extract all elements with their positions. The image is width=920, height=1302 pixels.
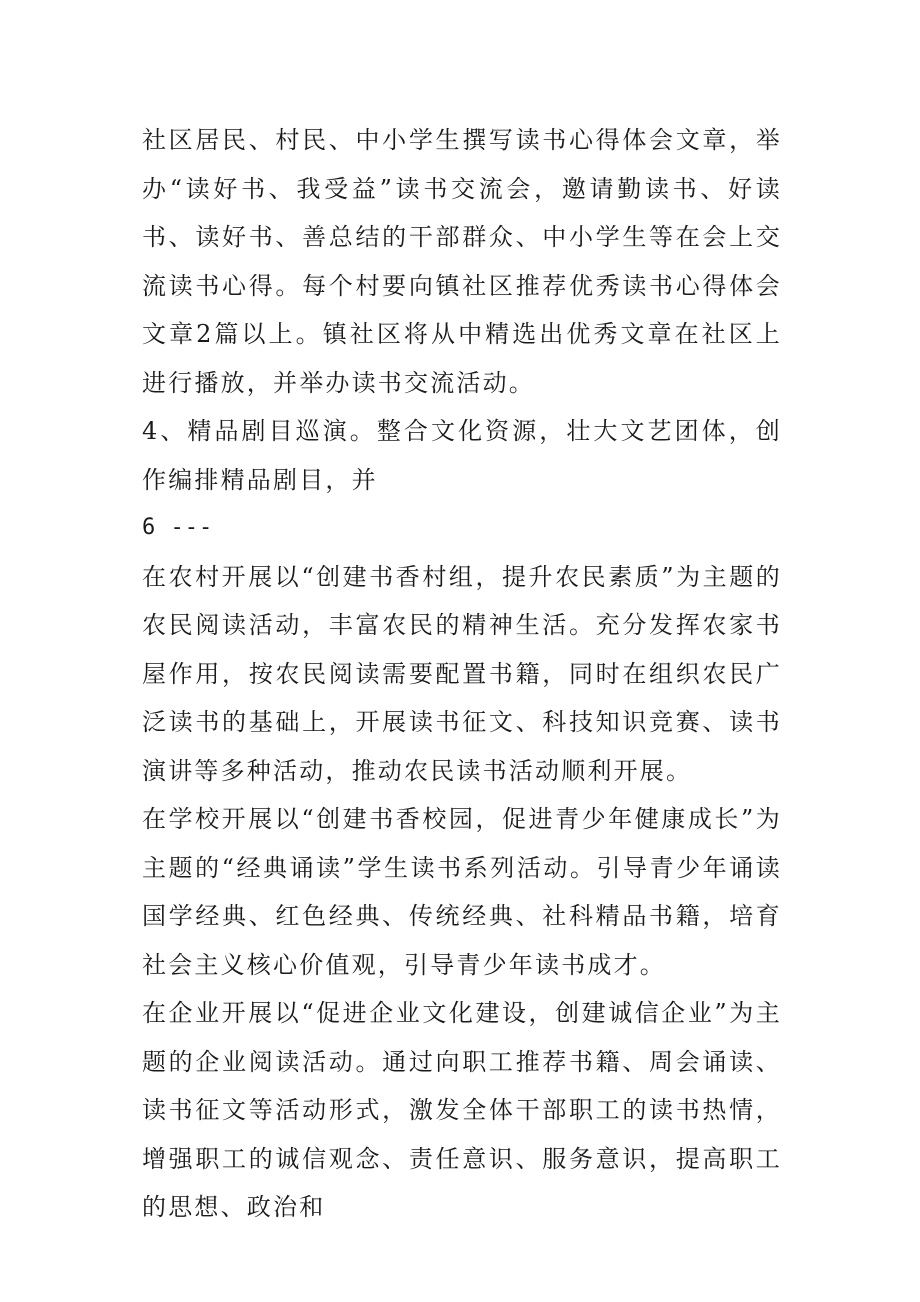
page-break-marker: 6 ---	[142, 515, 214, 540]
paragraph-drama-tour: 4、精品剧目巡演。整合文化资源，壮大文艺团体，创作编排精品剧目，并	[142, 417, 782, 494]
document-body	[142, 116, 782, 1232]
paragraph-enterprise-reading: 在企业开展以“促进企业文化建设，创建诚信企业”为主题的企业阅读活动。通过向职工推荐书籍、周会诵读、读书征文等活动形式，激发全体干部职工的读书热情，增强职工的诚信观念、责任意识、服务意识，提高职工的思想、政治和	[142, 999, 782, 1221]
paragraph-school-reading: 在学校开展以“创建书香校园，促进青少年健康成长”为主题的“经典诵读”学生读书系列活动。引导青少年诵读国学经典、红色经典、传统经典、社科精品书籍，培育社会主义核心价值观，引导青少年读书成才。	[142, 805, 782, 979]
paragraph-rural-reading: 在农村开展以“创建书香村组，提升农民素质”为主题的农民阅读活动，丰富农民的精神生活。充分发挥农家书屋作用，按农民阅读需要配置书籍，同时在组织农民广泛读书的基础上，开展读书征文、科技知识竞赛、读书演讲等多种活动，推动农民读书活动顺利开展。	[142, 562, 782, 785]
paragraph-community-reading: 社区居民、村民、中小学生撰写读书心得体会文章，举办“读好书、我受益”读书交流会，邀请勤读书、好读书、读好书、善总结的干部群众、中小学生等在会上交流读书心得。每个村要向镇社区推荐优秀读书心得体会文章2篇以上。镇社区将从中精选出优秀文章在社区上进行播放，并举办读书交流活动。	[142, 126, 782, 397]
